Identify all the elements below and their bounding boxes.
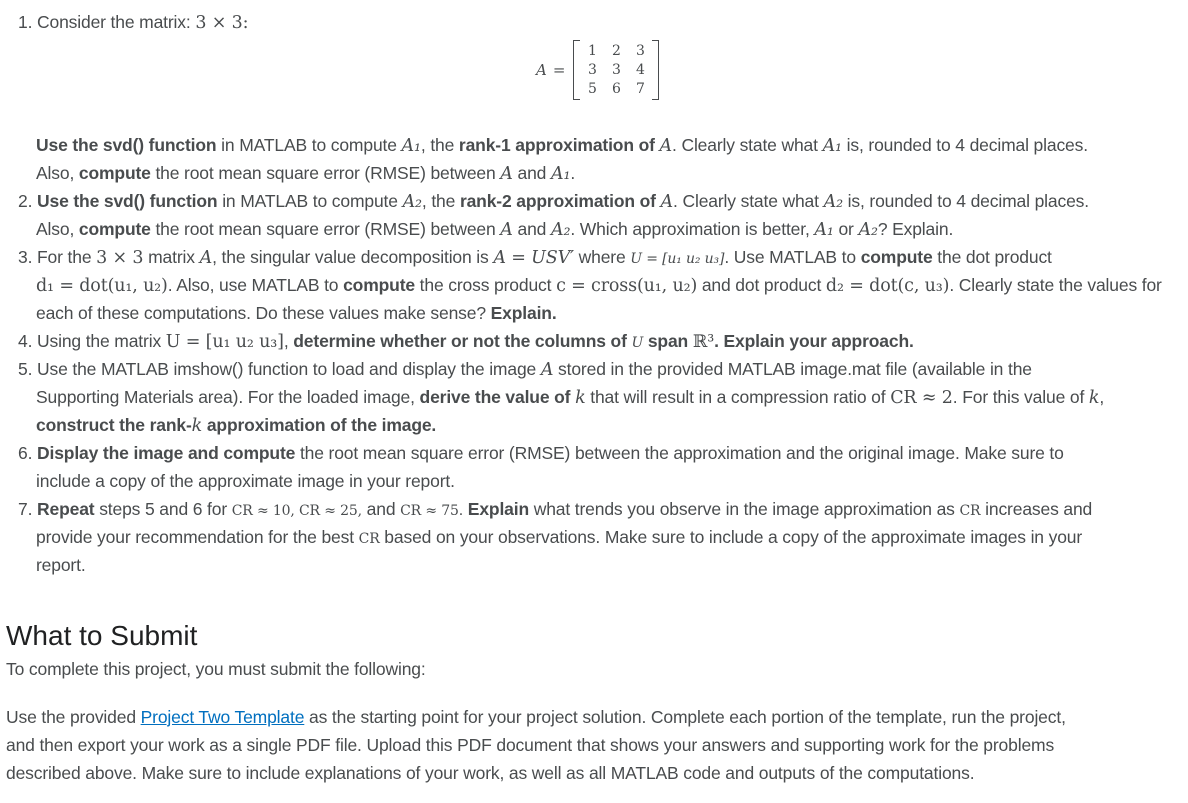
matrix-cell: 1	[587, 42, 597, 59]
matrix-right-bracket	[652, 40, 659, 100]
matrix-cell: 6	[611, 80, 621, 97]
q3-line2: d₁ = dot(u₁, u₂). Also, use MATLAB to compute the cross product c = cross(u₁, u₂) and dot product d₂ = dot(c, u₃). Clearly state the values for	[36, 275, 1162, 296]
q7-line3: report.	[36, 555, 86, 575]
q7-line2: provide your recommendation for the best CR based on your observations. Make sure to include a copy of the approximate images in your	[36, 527, 1083, 547]
q7-line1: 7. Repeat steps 5 and 6 for CR ≈ 10, CR ≈ 25, and CR ≈ 75. Explain what trends you observe in the image approximation as CR increases and	[18, 499, 1093, 519]
q1-line2: Also, compute the root mean square error (RMSE) between A and A₁.	[36, 163, 576, 184]
submit-intro: To complete this project, you must submit the following:	[6, 659, 426, 679]
q2-line2: Also, compute the root mean square error (RMSE) between A and A₂. Which approximation is better, A₁ or A₂? Explain.	[36, 219, 954, 240]
matrix-cell: 3	[587, 61, 597, 78]
matrix-cell: 3	[611, 61, 621, 78]
q2-line1: 2. Use the svd() function in MATLAB to compute A₂, the rank-2 approximation of A. Clearly state what A₂ is, rounded to 4 decimal places.	[18, 191, 1089, 212]
submit-para-line2: and then export your work as a single PDF file. Upload this PDF document that shows your answers and supporting work for the problems	[6, 735, 1055, 755]
matrix-cell: 5	[587, 80, 597, 97]
submit-para-line1: Use the provided Project Two Template as the starting point for your project solution. Complete each portion of the template, run the project,	[6, 707, 1066, 727]
submit-para-line3: described above. Make sure to include explanations of your work, as well as all MATLAB code and outputs of the computations.	[6, 763, 975, 783]
matrix-a: A = 1 2 3 3 3 4 5 6 7	[536, 40, 659, 100]
q1-intro: 1. Consider the matrix: 3 × 3:	[18, 12, 249, 33]
q5-line3: construct the rank-k approximation of the image.	[36, 415, 437, 436]
q3-line1: 3. For the 3 × 3 matrix A, the singular value decomposition is A = USV′ where U = [u₁ u₂ u₃]. Use MATLAB to compute the dot product	[18, 247, 1052, 268]
q6-line1: 6. Display the image and compute the root mean square error (RMSE) between the approximation and the original image. Make sure to	[18, 443, 1064, 463]
matrix-cell: 2	[611, 42, 621, 59]
matrix-cell: 7	[635, 80, 645, 97]
matrix-cell: 3	[635, 42, 645, 59]
q1-line1: Use the svd() function in MATLAB to compute A₁, the rank-1 approximation of A. Clearly state what A₁ is, rounded to 4 decimal places.	[36, 135, 1088, 156]
matrix-grid	[580, 42, 652, 99]
q5-line1: 5. Use the MATLAB imshow() function to load and display the image A stored in the provided MATLAB image.mat file (available in the	[18, 359, 1032, 380]
matrix-left-bracket	[573, 40, 580, 100]
project-two-template-link[interactable]: Project Two Template	[140, 707, 305, 727]
q5-line2: Supporting Materials area). For the loaded image, derive the value of k that will result in a compression ratio of CR ≈ 2. For this value of k,	[36, 387, 1105, 408]
submit-heading: What to Submit	[6, 620, 198, 651]
q3-line3: each of these computations. Do these values make sense? Explain.	[36, 303, 557, 323]
q6-line2: include a copy of the approximate image in your report.	[36, 471, 455, 491]
q4-line1: 4. Using the matrix U = [u₁ u₂ u₃], determine whether or not the columns of U span ℝ³. Explain your approach.	[18, 331, 914, 352]
matrix-cell: 4	[635, 61, 645, 78]
